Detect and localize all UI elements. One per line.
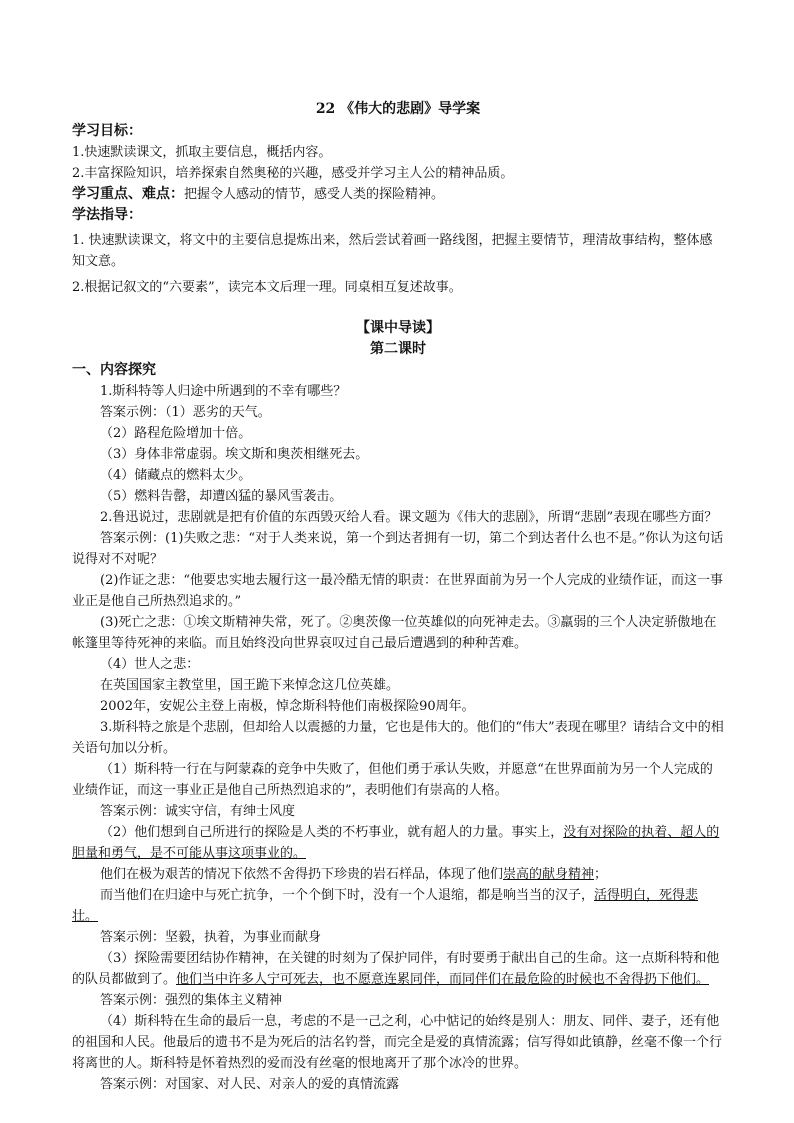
- analysis-paragraph: （1）斯科特一行在与阿蒙森的竞争中失败了，但他们勇于承认失败，并愿意“在世界面前为另一个人完成的业绩作证，而这一事业正是他自己所热烈追求的”，表明他们有崇高的人格。: [72, 762, 713, 798]
- key-points-text: 把握令人感动的情节，感受人类的探险精神。: [184, 187, 445, 202]
- objectives-label: 学习目标：: [72, 123, 142, 139]
- answer-line: 答案示例：强烈的集体主义精神: [100, 993, 283, 1008]
- underlined-text: 活得明白，死得悲壮。: [72, 888, 699, 924]
- analysis-paragraph: [72, 822, 724, 864]
- answer-line: 答案示例：（1）恶劣的天气。: [100, 405, 271, 420]
- method-label: 学法指导：: [72, 207, 142, 223]
- worksheet-page: [72, 97, 724, 1095]
- answer-line: 答案示例：坚毅，执着，为事业而献身: [100, 930, 322, 945]
- underlined-text: 没有对探险的执着、超人的胆量和勇气，是不可能从事这项事业的。: [72, 825, 720, 861]
- document-title: 22 《伟大的悲剧》导学案: [315, 101, 481, 117]
- key-points: [72, 184, 724, 205]
- objective-item: 2.丰富探险知识，培养探索自然奥秘的兴趣，感受并学习主人公的精神品质。: [72, 166, 514, 181]
- analysis-paragraph: [72, 885, 724, 927]
- question-2: 2.鲁迅说过，悲剧就是把有价值的东西毁灭给人看。课文题为《伟大的悲剧》，所谓“悲剧”表现在哪些方面？: [100, 510, 718, 525]
- answer-line: 在英国国家主教堂里，国王跪下来悼念这几位英雄。: [100, 678, 400, 693]
- analysis-text: 他们在极为艰苦的情况下依然不舍得扔下珍贵的岩石样品，体现了他们: [100, 867, 504, 882]
- key-points-label: 学习重点、难点：: [72, 186, 184, 202]
- answer-paragraph: (2)作证之悲：“他要忠实地去履行这一最冷酷无情的职责：在世界面前为另一个人完成的业绩作证，而这一事业正是他自己所热烈追求的。”: [72, 573, 724, 609]
- lesson-title: 第二课时: [370, 341, 426, 357]
- answer-paragraph: (3)死亡之悲：①埃文斯精神失常，死了。②奥茨像一位英雄似的向死神走去。③羸弱的三个人决定骄傲地在帐篷里等待死神的来临。而且始终没向世界哀叹过自己最后遭遇到的种种苦难。: [72, 615, 717, 651]
- method-item: 1. 快速默读课文，将文中的主要信息提炼出来，然后尝试着画一路线图，把握主要情节，理清故事结构，整体感知文意。: [72, 233, 713, 269]
- answer-line: （4）储藏点的燃料太少。: [100, 468, 252, 483]
- analysis-text: （3）探险需要团结协作精神，在关键的时刻为了保护同伴，有时要勇于献出自己的生命。这一点斯科特和他的队员都做到了。: [72, 951, 720, 987]
- answer-paragraph: 答案示例：(1)失败之悲：“对于人类来说，第一个到达者拥有一切，第二个到达者什么也不是。”你认为这句话说得对不对呢？: [72, 531, 724, 567]
- underlined-text: 他们当中许多人宁可死去，也不愿意连累同伴，而同伴们在最危险的时候也不舍得扔下他们。: [176, 972, 710, 987]
- question-1: 1.斯科特等人归途中所遇到的不幸有哪些？: [100, 384, 347, 399]
- analysis-text: （2）他们想到自己所进行的探险是人类的不朽事业，就有超人的力量。事实上，: [100, 825, 564, 840]
- section-title: 【课中导读】: [356, 320, 440, 336]
- objective-item: 1.快速默读课文，抓取主要信息，概括内容。: [72, 145, 332, 160]
- analysis-text: ；: [594, 867, 608, 882]
- answer-line: （3）身体非常虚弱。埃文斯和奥茨相继死去。: [100, 447, 369, 462]
- method-item: 2.根据记叙文的“六要素”，读完本文后理一理。同桌相互复述故事。: [72, 280, 462, 295]
- question-3: 3.斯科特之旅是个悲剧，但却给人以震撼的力量，它也是伟大的。他们的“伟大”表现在哪里？请结合文中的相关语句加以分析。: [72, 720, 724, 756]
- underlined-text: 崇高的献身精神: [503, 867, 595, 882]
- answer-line: （2）路程危险增加十倍。: [100, 426, 252, 441]
- analysis-text: 而当他们在归途中与死亡抗争，一个个倒下时，没有一个人退缩，都是响当当的汉子，: [100, 888, 595, 903]
- analysis-paragraph: （4）斯科特在生命的最后一息，考虑的不是一己之利，心中惦记的始终是别人：朋友、同伴、妻子，还有他的祖国和人民。他最后的遗书不是为死后的沽名钓誉，而完全是爱的真情流露；信写得如此镇静，丝毫不像一个行将离世的人。斯科特是怀着热烈的爱而没有丝毫的恨地离开了那个冰冷的世界。: [72, 1014, 723, 1071]
- answer-line: 答案示例：诚实守信，有绅士风度: [100, 804, 296, 819]
- answer-line: （4）世人之悲：: [100, 657, 200, 672]
- analysis-paragraph: [72, 948, 724, 990]
- answer-line: 2002年，安妮公主登上南极，悼念斯科特他们南极探险90周年。: [100, 699, 475, 714]
- answer-line: 答案示例：对国家、对人民、对亲人的爱的真情流露: [100, 1077, 400, 1092]
- answer-line: （5）燃料告罄，却遭凶猛的暴风雪袭击。: [100, 489, 343, 504]
- part-title: 一、内容探究: [72, 362, 156, 378]
- analysis-paragraph: [72, 864, 724, 885]
